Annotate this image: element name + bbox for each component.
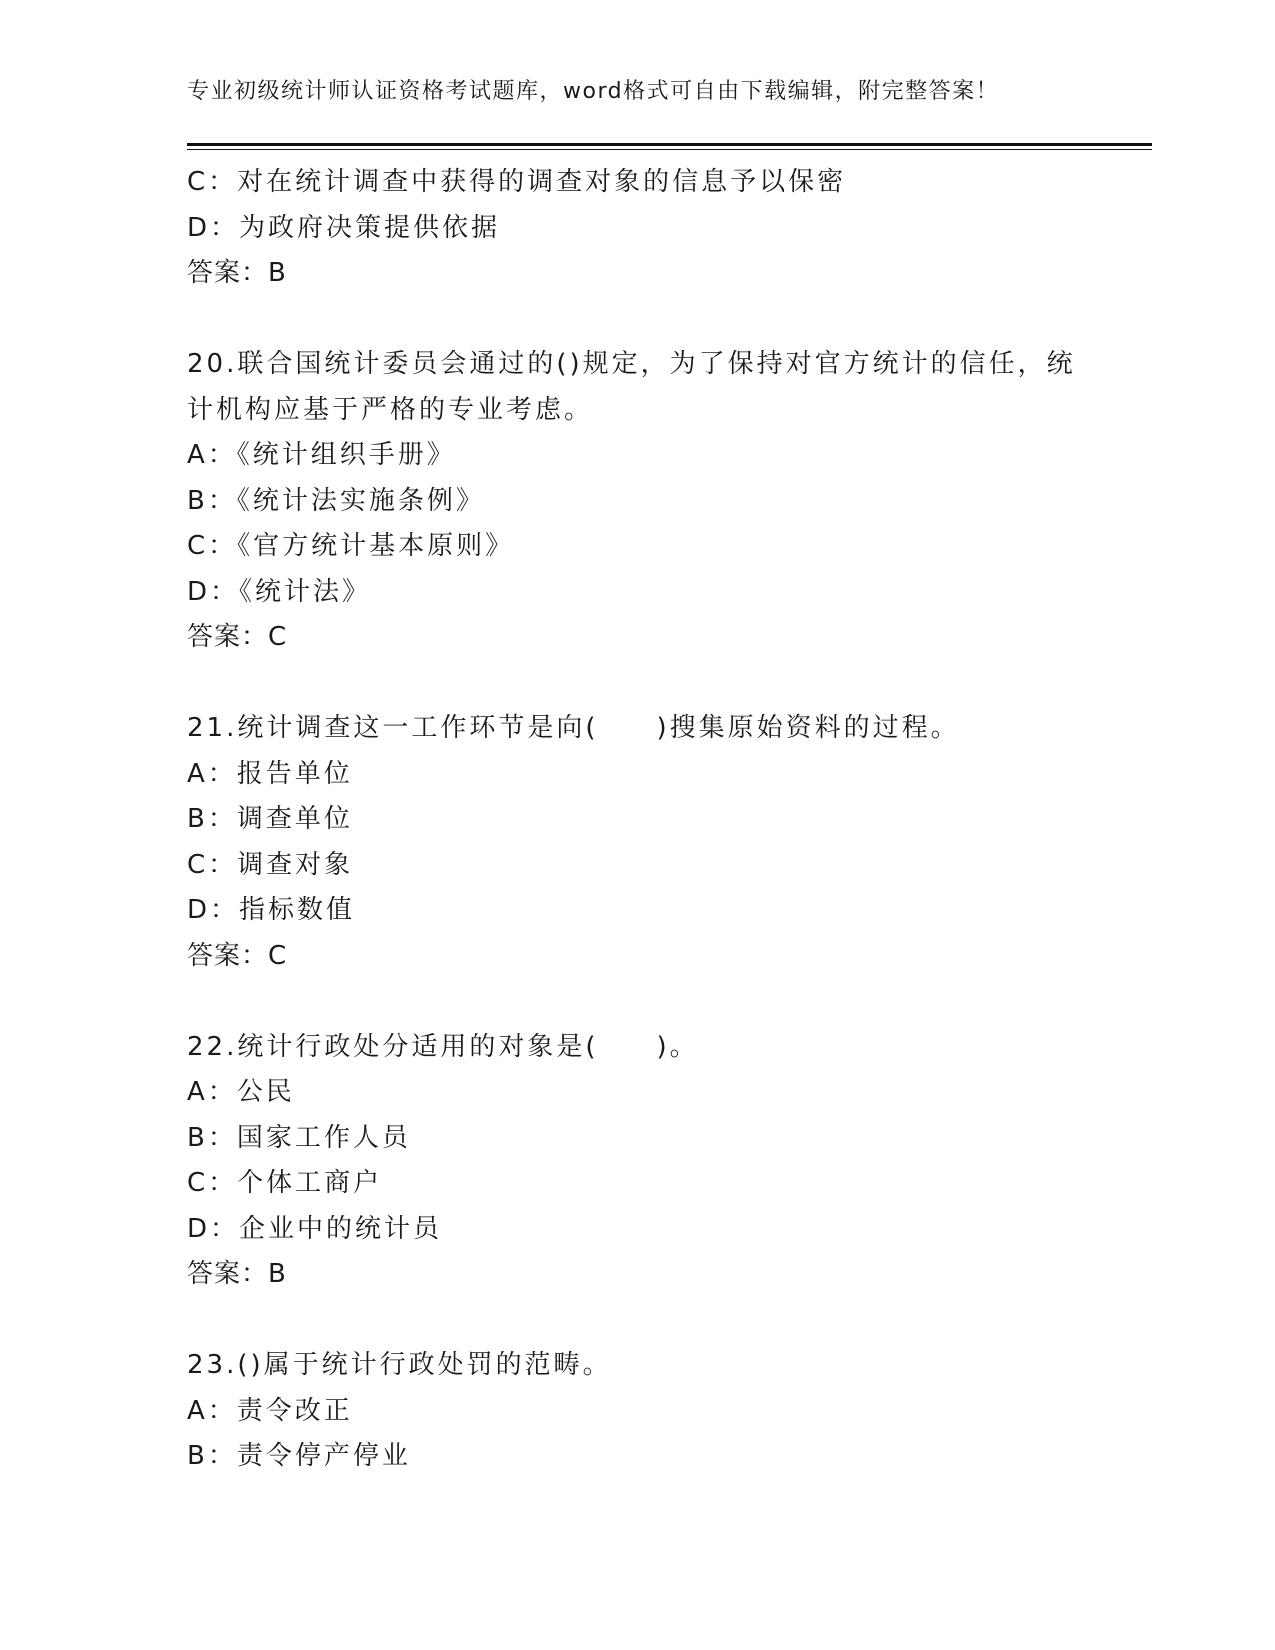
spacer <box>187 979 1087 1025</box>
option-c: C：对在统计调查中获得的调查对象的信息予以保密 <box>187 167 847 197</box>
option-a: A：报告单位 <box>187 758 353 789</box>
question-stem: 计机构应基于严格的专业考虑。 <box>187 394 594 425</box>
option-a: A：《统计组织手册》 <box>187 440 456 470</box>
answer: 答案：B <box>187 1259 287 1289</box>
option-b: B：调查单位 <box>187 804 353 834</box>
question-stem: 20.联合国统计委员会通过的()规定，为了保持对官方统计的信任，统 <box>187 349 1076 379</box>
question-19-continuation <box>187 160 1087 297</box>
option-d: D：为政府决策提供依据 <box>187 212 501 243</box>
page-header: 专业初级统计师认证资格考试题库，word格式可自由下载编辑，附完整答案！ <box>187 79 1000 104</box>
option-c: C：个体工商户 <box>187 1168 383 1198</box>
answer: 答案：C <box>187 622 288 652</box>
question-22 <box>187 1025 1087 1298</box>
option-d: D：《统计法》 <box>187 576 372 607</box>
answer: 答案：B <box>187 258 287 288</box>
header-divider-thin <box>187 149 1152 150</box>
option-c: C：调查对象 <box>187 849 354 880</box>
answer: 答案：C <box>187 940 288 971</box>
spacer <box>187 661 1087 707</box>
option-b: B：国家工作人员 <box>187 1122 411 1153</box>
question-21 <box>187 706 1087 979</box>
option-a: A：责令改正 <box>187 1395 353 1426</box>
spacer <box>187 297 1087 343</box>
option-a: A：公民 <box>187 1077 295 1107</box>
option-d: D：指标数值 <box>187 895 356 925</box>
spacer <box>187 1298 1087 1344</box>
question-stem: 22.统计行政处分适用的对象是( )。 <box>187 1031 699 1062</box>
question-content <box>187 160 1087 1480</box>
question-stem: 21.统计调查这一工作环节是向( )搜集原始资料的过程。 <box>187 713 960 743</box>
option-d: D：企业中的统计员 <box>187 1213 443 1244</box>
header-divider-thick <box>187 143 1152 146</box>
option-b: B：责令停产停业 <box>187 1441 411 1471</box>
question-20 <box>187 342 1087 661</box>
question-stem: 23.()属于统计行政处罚的范畴。 <box>187 1350 612 1380</box>
option-b: B：《统计法实施条例》 <box>187 485 485 516</box>
question-23 <box>187 1343 1087 1480</box>
option-c: C：《官方统计基本原则》 <box>187 531 515 561</box>
